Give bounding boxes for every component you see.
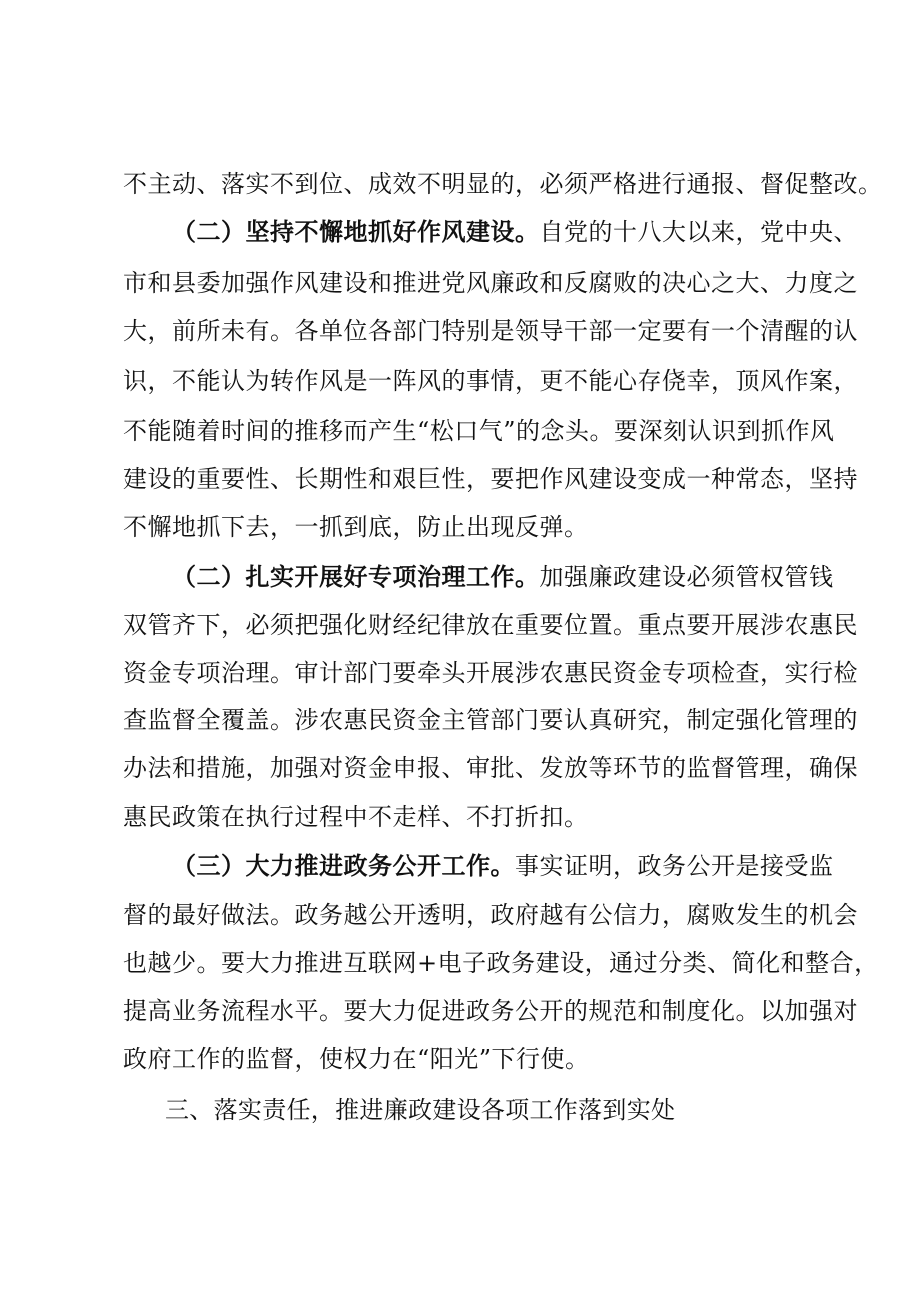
text-line: 督的最好做法。政务越公开透明，政府越有公信力，腐败发生的机会: [123, 901, 858, 929]
text-line: 不主动、落实不到位、成效不明显的，必须严格进行通报、督促整改。: [123, 170, 883, 198]
text-line: 建设的重要性、长期性和艰巨性，要把作风建设变成一种常态，坚持: [123, 465, 858, 493]
paragraph-opening-line: [172, 212, 858, 252]
text-line: 惠民政策在执行过程中不走样、不打折扣。: [123, 803, 589, 831]
text-line: 市和县委加强作风建设和推进党风廉政和反腐败的决心之大、力度之: [123, 269, 858, 297]
paragraph-heading-bold: （二）扎实开展好专项治理工作。: [172, 563, 540, 591]
text-line: 双管齐下，必须把强化财经纪律放在重要位置。重点要开展涉农惠民: [123, 611, 858, 639]
paragraph-heading-bold: （三）大力推进政务公开工作。: [172, 852, 515, 880]
text-line: 不懈地抓下去，一抓到底，防止出现反弹。: [123, 513, 589, 541]
text-line: 提高业务流程水平。要大力促进政务公开的规范和制度化。以加强对: [123, 997, 858, 1025]
paragraph-text: 事实证明，政务公开是接受监: [515, 852, 834, 880]
section-heading: 三、落实责任，推进廉政建设各项工作落到实处: [165, 1096, 676, 1124]
text-line: 不能随着时间的推移而产生“松口气”的念头。要深刻认识到抓作风: [123, 417, 835, 445]
text-line: 办法和措施，加强对资金申报、审批、发放等环节的监督管理，确保: [123, 754, 858, 782]
text-line: 大，前所未有。各单位各部门特别是领导干部一定要有一个清醒的认: [123, 317, 858, 345]
text-line: 政府工作的监督，使权力在“阳光”下行使。: [123, 1045, 590, 1073]
text-line: 查监督全覆盖。涉农惠民资金主管部门要认真研究，制定强化管理的: [123, 706, 858, 734]
text-line: 也越少。要大力推进互联网+电子政务建设，通过分类、简化和整合，: [123, 949, 879, 977]
paragraph-opening-line: [172, 846, 834, 886]
paragraph-text: 加强廉政建设必须管权管钱: [539, 563, 834, 591]
paragraph-text: 自党的十八大以来，党中央、: [539, 218, 858, 246]
paragraph-opening-line: [172, 557, 834, 597]
text-line: 识，不能认为转作风是一阵风的事情，更不能心存侥幸，顶风作案，: [123, 367, 858, 395]
text-line: 资金专项治理。审计部门要牵头开展涉农惠民资金专项检查，实行检: [123, 659, 858, 687]
paragraph-heading-bold: （二）坚持不懈地抓好作风建设。: [172, 218, 540, 246]
